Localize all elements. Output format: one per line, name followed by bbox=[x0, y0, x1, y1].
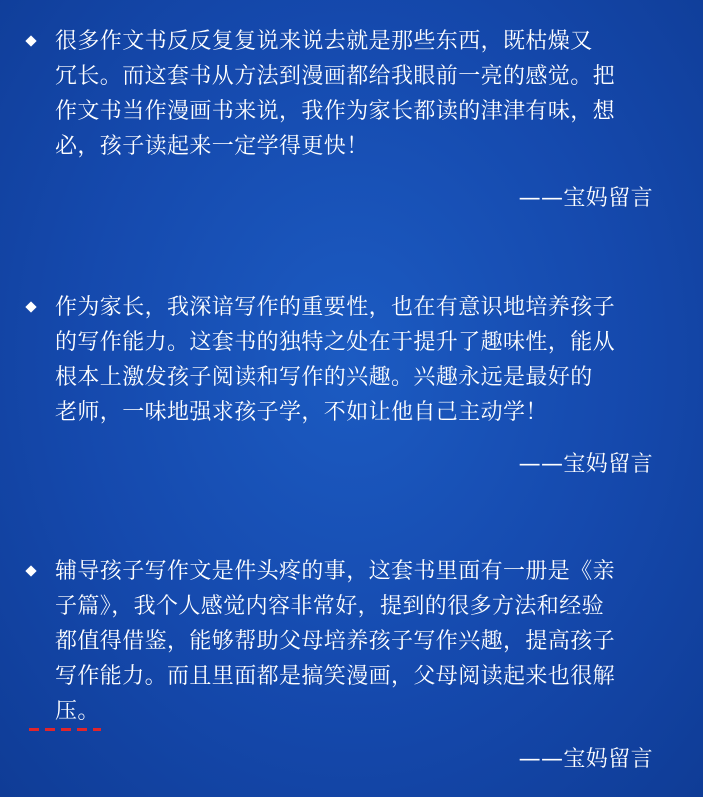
text-run: 压。 bbox=[55, 699, 100, 724]
highlighted-text: 能够帮助父母培养孩子写作兴趣 bbox=[189, 629, 504, 654]
text-run: 写作能力。而且里面都是 bbox=[55, 664, 302, 689]
text-line bbox=[55, 94, 685, 129]
text-line bbox=[55, 554, 685, 589]
text-run: 老师，一味地强求孩子学，不如让他自己主动学！ bbox=[55, 400, 548, 425]
highlighted-text: 提升了趣味性 bbox=[413, 330, 548, 355]
text-run: 很多作文书反反复复说来说去就是那些东西，既枯燥又 bbox=[55, 29, 593, 54]
text-line bbox=[55, 360, 685, 395]
testimonial-3-text bbox=[55, 554, 685, 729]
highlighted-text: 作文书当作漫画书来说 bbox=[55, 99, 280, 124]
text-line bbox=[55, 290, 685, 325]
text-run: ，想 bbox=[570, 99, 616, 124]
highlight-underline-fragment bbox=[29, 728, 101, 731]
testimonial-1-text bbox=[55, 24, 685, 164]
text-line bbox=[55, 694, 685, 729]
highlighted-text: 根本上激发孩子阅读和写作的兴趣 bbox=[55, 365, 392, 390]
text-run: 子篇》，我个人感觉内容非常好，提到的很多方法和经验 bbox=[55, 594, 605, 619]
text-run: 都值得借鉴， bbox=[55, 629, 190, 654]
diamond-bullet-icon bbox=[25, 35, 36, 46]
diamond-bullet-icon bbox=[25, 301, 36, 312]
highlighted-text: 搞笑漫画，父母阅读起来也很解 bbox=[301, 664, 616, 689]
text-run: 作为家长，我深谙写作的重要性，也在有意识地培养孩子 bbox=[55, 295, 616, 320]
text-line bbox=[55, 624, 685, 659]
text-run: 冗长。而这套书从方法到漫画都给我眼前一亮的感觉。 bbox=[55, 64, 593, 89]
text-run: ，我作为家长 bbox=[279, 99, 414, 124]
testimonial-3-signature: ——宝妈留言 bbox=[518, 747, 653, 772]
diamond-bullet-icon bbox=[25, 565, 36, 576]
text-line bbox=[55, 129, 685, 164]
testimonial-2-text bbox=[55, 290, 685, 430]
text-line bbox=[55, 395, 685, 430]
text-run: 的写作能力。这套书的独特之处在于 bbox=[55, 330, 414, 355]
testimonial-2-signature: ——宝妈留言 bbox=[518, 452, 653, 477]
text-run: ，能从 bbox=[547, 330, 616, 355]
text-line bbox=[55, 659, 685, 694]
text-line bbox=[55, 59, 685, 94]
text-run: ，提高孩子 bbox=[503, 629, 616, 654]
text-run: 必，孩子读起来一定学得更快！ bbox=[55, 134, 369, 159]
text-line bbox=[55, 325, 685, 360]
testimonial-1-signature: ——宝妈留言 bbox=[518, 186, 653, 211]
highlighted-text: 把 bbox=[592, 64, 616, 89]
text-line bbox=[55, 589, 685, 624]
text-line bbox=[55, 24, 685, 59]
text-run: 辅导孩子写作文是件头疼的事，这套书里面有一册是《亲 bbox=[55, 559, 616, 584]
text-run: 。兴趣永远是最好的 bbox=[391, 365, 593, 390]
highlighted-text: 都读的津津有味 bbox=[413, 99, 571, 124]
